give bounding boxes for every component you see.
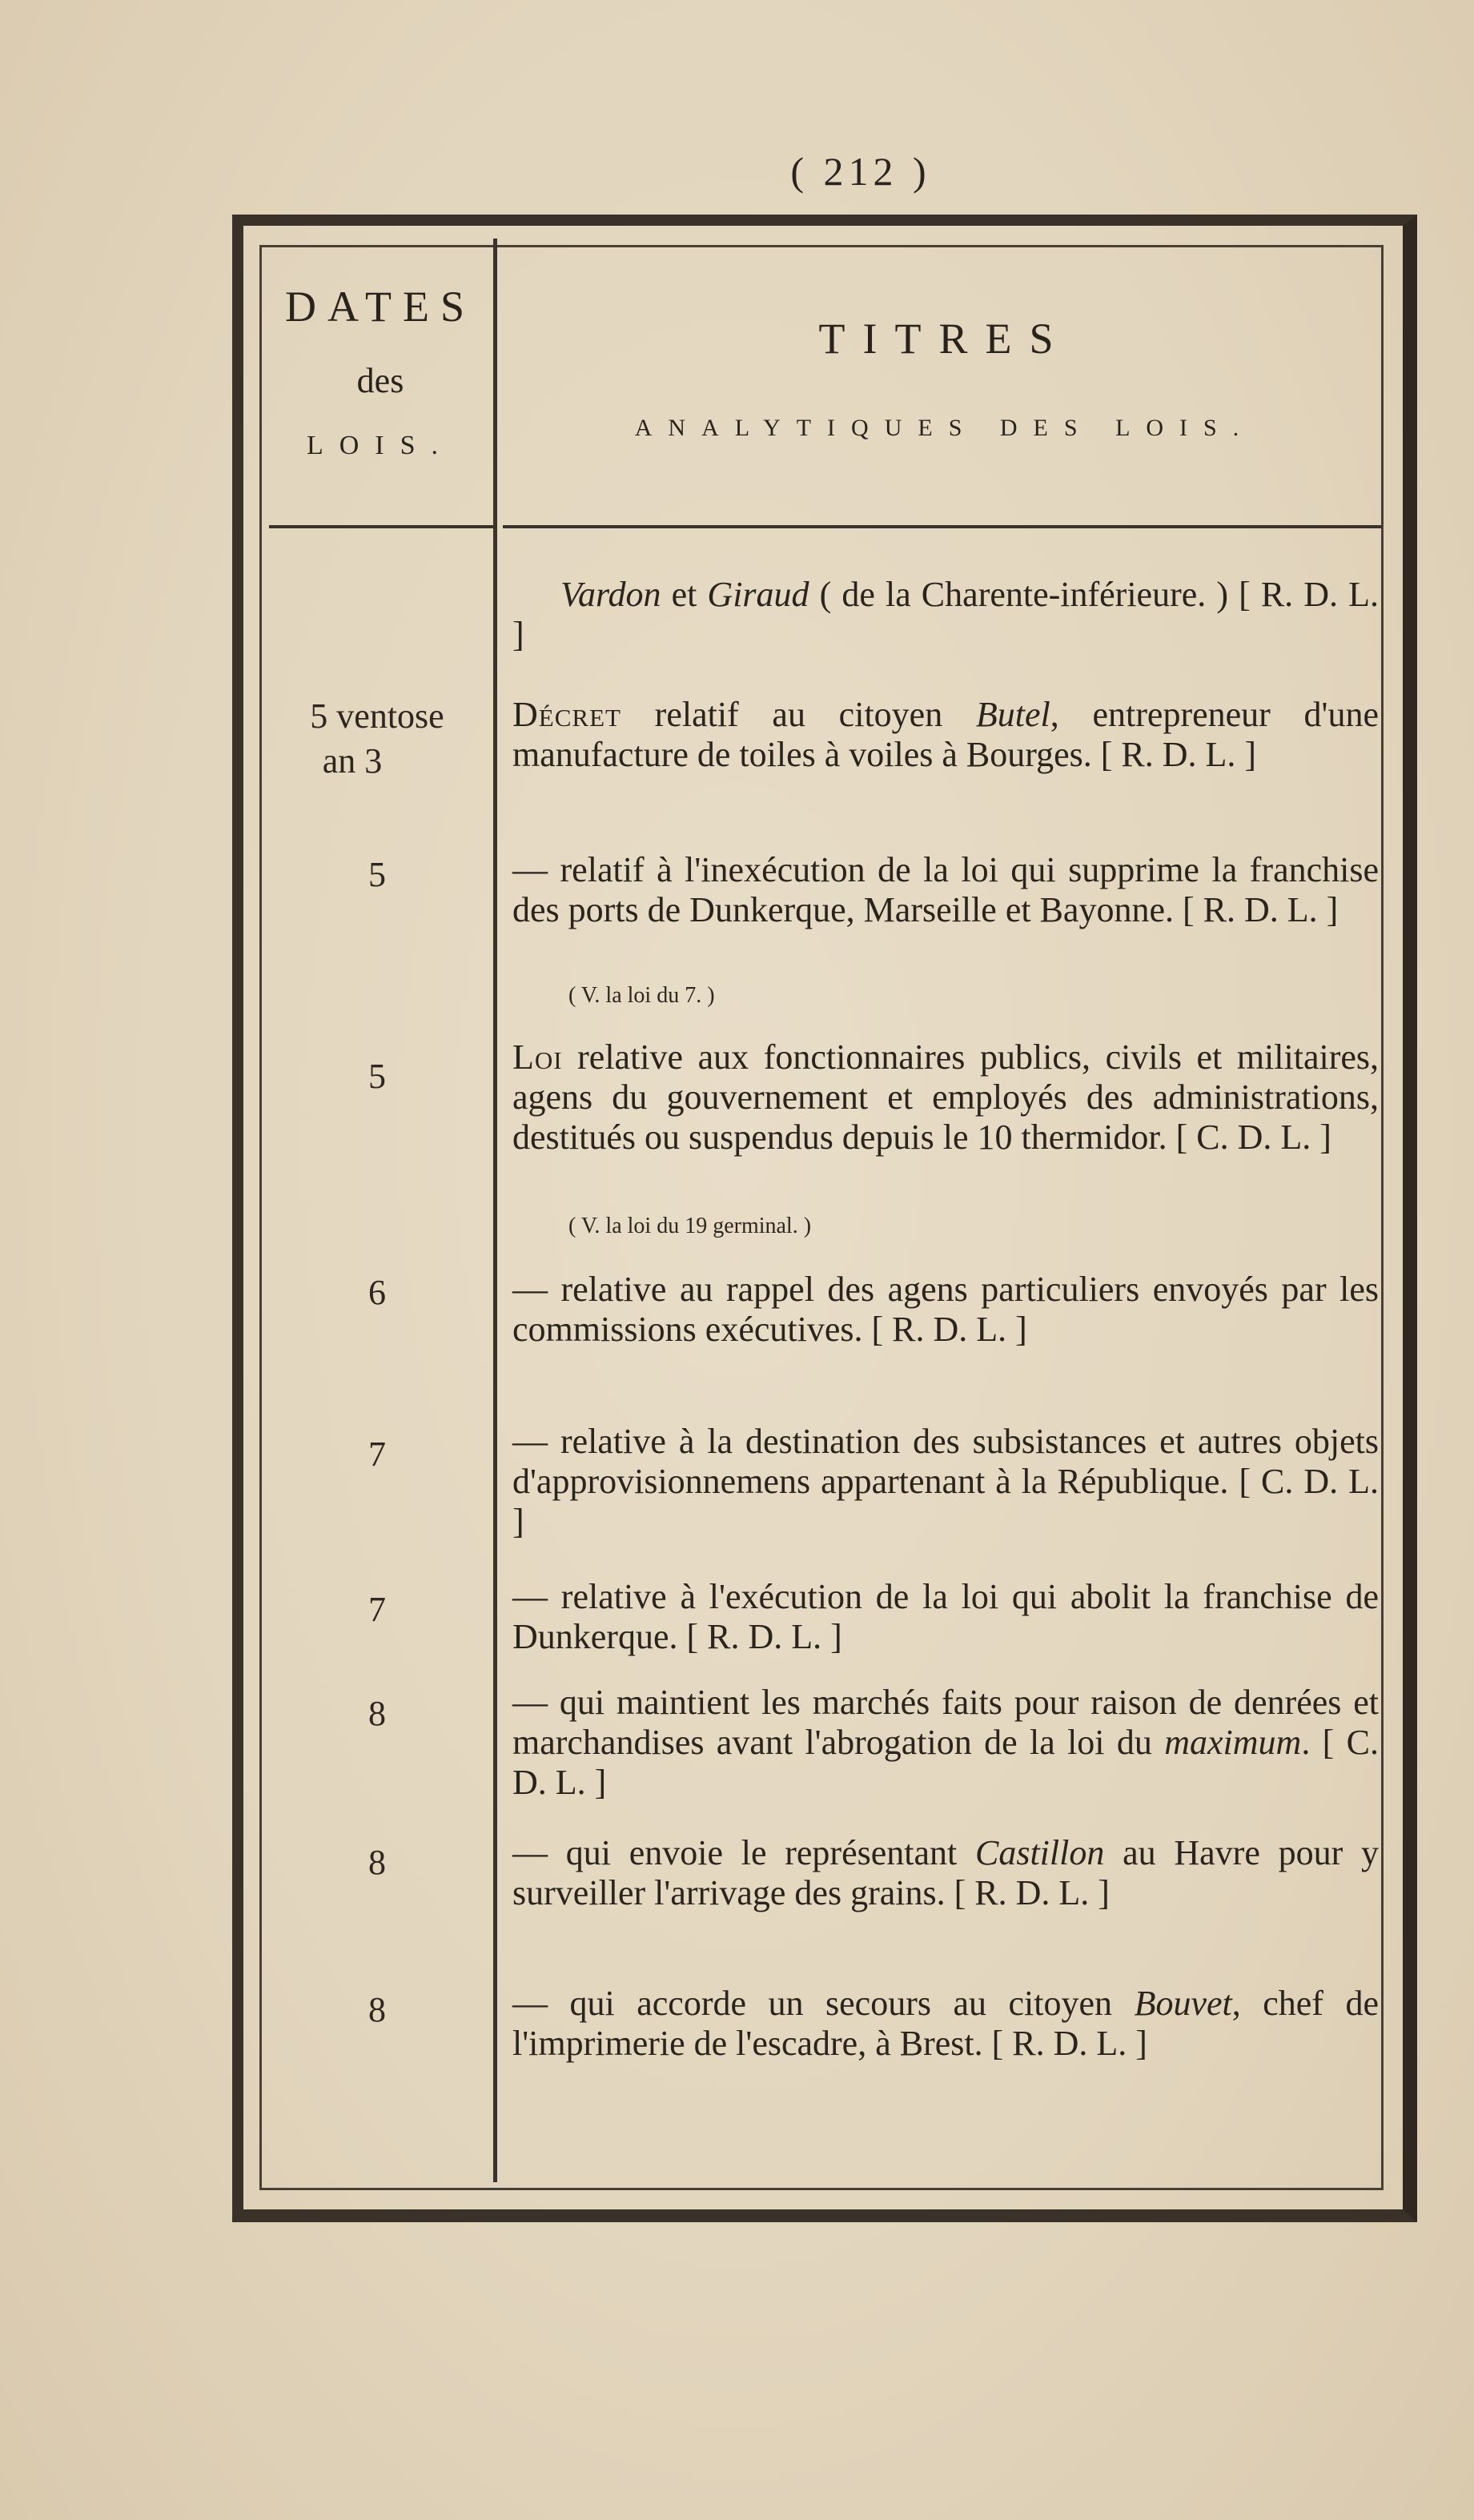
entry-row — [512, 1683, 1379, 1803]
entry-italic: maximum — [1164, 1723, 1302, 1762]
page-number: ( 212 ) — [790, 149, 931, 194]
entry-text: et — [661, 575, 708, 614]
header-dates: DATES — [284, 283, 476, 331]
entry-note: ( V. la loi du 7. ) — [568, 983, 715, 1008]
header-titres: TITRES — [818, 315, 1071, 363]
entry-text: au Havre pour y surveiller l'arrivage des grains. [ R. D. L. ] — [512, 1833, 1379, 1912]
entry-date: 7 — [368, 1435, 386, 1474]
entry-text: , chef de l'imprimerie de l'escadre, à Brest. [ R. D. L. ] — [512, 1984, 1379, 2063]
entry-row — [512, 1037, 1379, 1158]
column-divider — [493, 239, 497, 2182]
entry-row — [512, 1833, 1379, 1913]
entry-date: 8 — [368, 1843, 386, 1882]
header-rule-right — [503, 525, 1382, 528]
entry-row — [512, 1984, 1379, 2064]
entry-row: — relative au rappel des agens particuliers envoyés par les commissions exécutives. [ R. D. L. ] — [512, 1270, 1379, 1349]
table-frame — [232, 215, 1417, 2222]
entry-date: 5 — [368, 855, 386, 894]
entry-row — [512, 695, 1379, 775]
entry-italic: Bouvet — [1134, 1984, 1232, 2023]
entry-row: — relative à la destination des subsistances et autres objets d'approvisionnemens appartenant à la République. [ C. D. L. ] — [512, 1422, 1379, 1541]
entry-text: , entrepreneur d'une manufacture de toiles à voiles à Bourges. [ R. D. L. ] — [512, 695, 1379, 774]
entry-row — [512, 575, 1379, 655]
entry-date: 5 — [368, 1057, 386, 1096]
entry-text: ( de la Charente-inférieure. ) [ R. D. L. ] — [512, 575, 1379, 654]
header-lois: LOIS. — [306, 431, 455, 460]
entry-text: — qui accorde un secours au citoyen — [512, 1984, 1135, 2023]
entry-text: — qui envoie le représentant — [512, 1833, 975, 1872]
entry-italic: Giraud — [707, 575, 809, 614]
entry-text: relatif au citoyen — [621, 695, 976, 734]
entry-text: — qui maintient les marchés faits pour raison de denrées et marchandises avant l'abrogation de la loi du — [512, 1683, 1379, 1762]
entry-date-year: an 3 — [322, 741, 383, 780]
entry-italic: Butel — [975, 695, 1050, 734]
header-des: des — [356, 361, 404, 400]
entry-text: . [ C. D. L. ] — [512, 1723, 1380, 1802]
entry-date: 8 — [368, 1990, 386, 2029]
entry-date: 6 — [368, 1273, 386, 1312]
entry-italic: Castillon — [974, 1833, 1105, 1872]
entry-date: 7 — [368, 1590, 386, 1629]
entry-row: — relative à l'exécution de la loi qui abolit la franchise de Dunkerque. [ R. D. L. ] — [512, 1577, 1379, 1656]
entry-date: 8 — [368, 1694, 386, 1733]
header-rule-left — [269, 525, 495, 528]
header-analytiques: ANALYTIQUES DES LOIS. — [634, 415, 1255, 441]
entry-keyword: Décret — [512, 695, 621, 734]
entry-italic: Vardon — [560, 575, 661, 614]
entry-text: relative aux fonctionnaires publics, civils et militaires, agens du gouvernement et employés des administrations, destitués ou suspendus depuis le 10 thermidor. [ C. D. L. ] — [512, 1037, 1379, 1157]
entry-keyword: Loi — [512, 1037, 563, 1077]
entry-date: 5 ventose — [310, 696, 444, 736]
entry-row: — relatif à l'inexécution de la loi qui supprime la franchise des ports de Dunkerque, Marseille et Bayonne. [ R. D. L. ] — [512, 850, 1379, 929]
entry-note: ( V. la loi du 19 germinal. ) — [568, 1214, 812, 1238]
